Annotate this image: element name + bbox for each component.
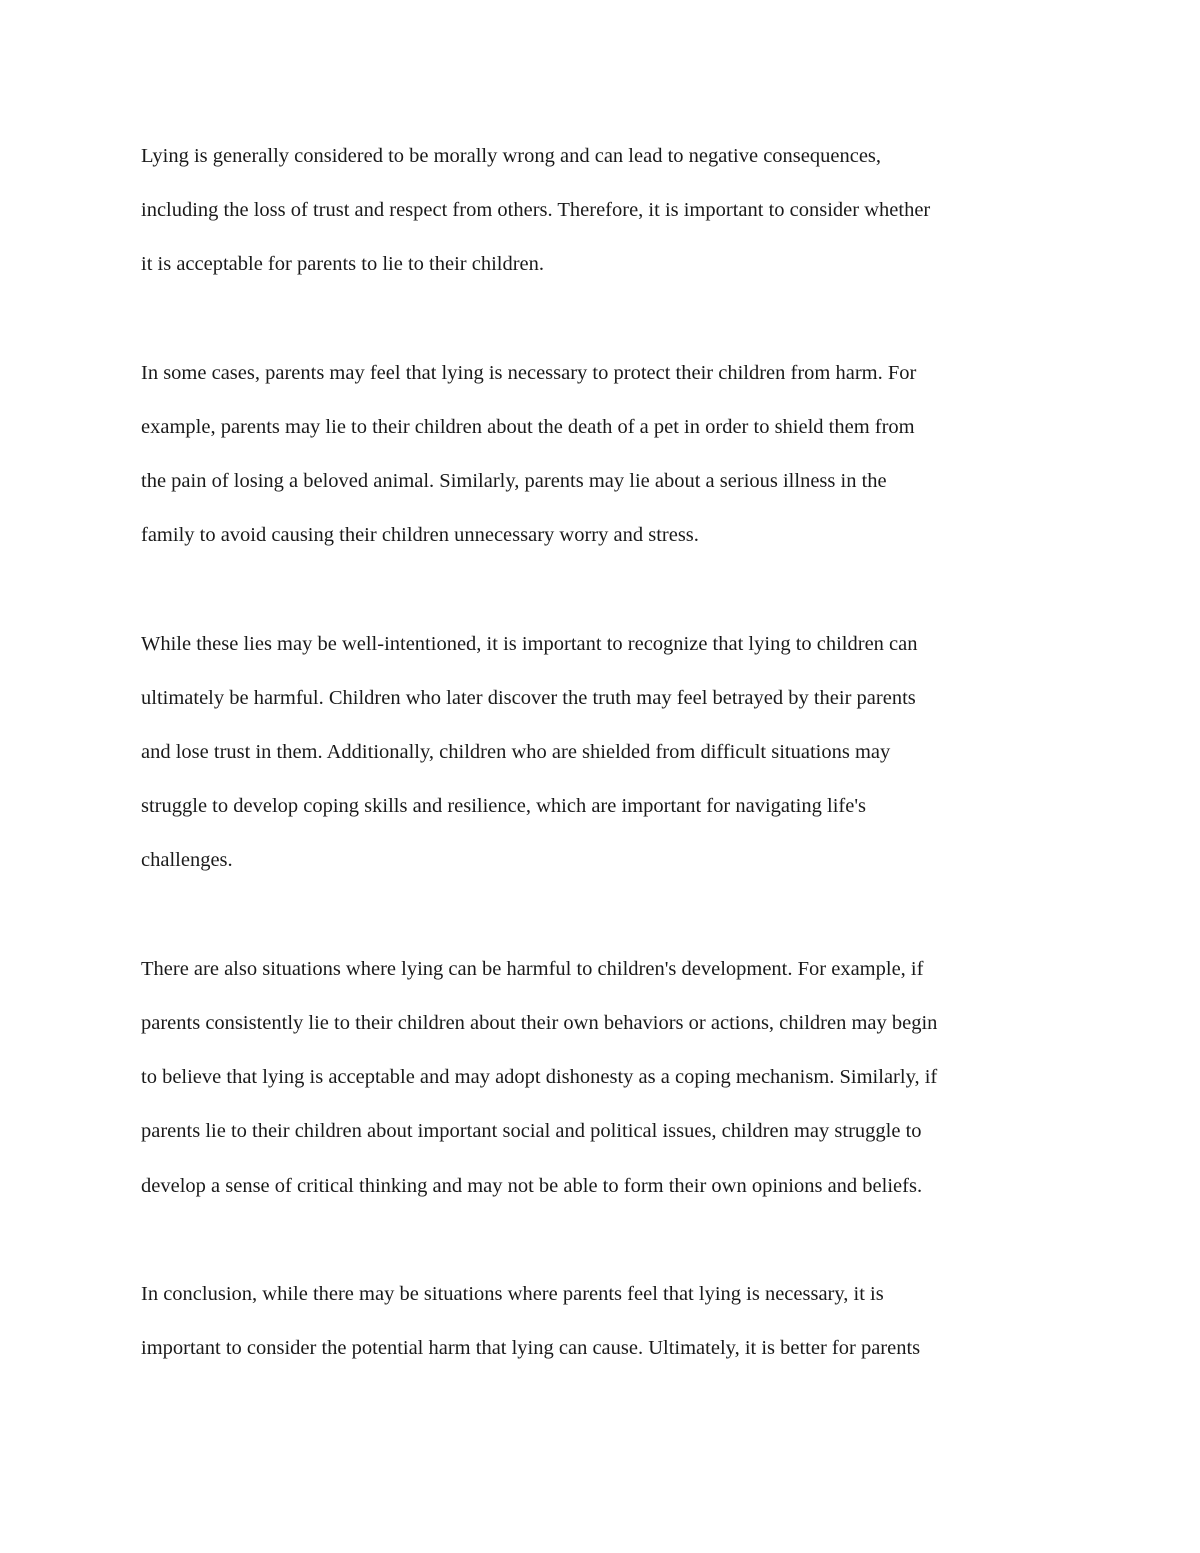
paragraph-5 [141, 1272, 1071, 1380]
text-line: There are also situations where lying can be harmful to children's development. For example, if [141, 957, 924, 980]
text-line: it is acceptable for parents to lie to their children. [141, 253, 545, 276]
text-line: develop a sense of critical thinking and may not be able to form their own opinions and beliefs. [141, 1174, 923, 1197]
paragraph-4 [141, 947, 1071, 1218]
text-line: the pain of losing a beloved animal. Similarly, parents may lie about a serious illness in the [141, 470, 887, 493]
text-line: example, parents may lie to their children about the death of a pet in order to shield them from [141, 415, 915, 438]
paragraph-1 [141, 134, 1071, 297]
text-line: including the loss of trust and respect from others. Therefore, it is important to consider whether [141, 199, 931, 222]
paragraph-spacer [141, 297, 1071, 351]
text-line: parents consistently lie to their children about their own behaviors or actions, children may begin [141, 1012, 938, 1034]
text-line: While these lies may be well-intentioned, it is important to recognize that lying to children can [141, 632, 918, 655]
text-line: and lose trust in them. Additionally, children who are shielded from difficult situations may [141, 741, 891, 764]
text-line: ultimately be harmful. Children who later discover the truth may feel betrayed by their parents [141, 686, 916, 709]
text-line: In some cases, parents may feel that lying is necessary to protect their children from harm. For [141, 361, 917, 384]
paragraph-spacer [141, 568, 1071, 622]
text-line: struggle to develop coping skills and resilience, which are important for navigating life's [141, 795, 866, 818]
text-line: parents lie to their children about important social and political issues, children may struggle to [141, 1120, 922, 1143]
paragraph-2 [141, 351, 1071, 568]
text-line: to believe that lying is acceptable and may adopt dishonesty as a coping mechanism. Similarly, if [141, 1066, 938, 1089]
text-line: important to consider the potential harm that lying can cause. Ultimately, it is better for parents [141, 1337, 921, 1360]
document-body [141, 134, 1071, 1380]
paragraph-3 [141, 622, 1071, 893]
text-line: family to avoid causing their children unnecessary worry and stress. [141, 524, 699, 547]
text-line: challenges. [141, 849, 233, 872]
text-line: In conclusion, while there may be situations where parents feel that lying is necessary, it is [141, 1282, 884, 1305]
paragraph-spacer [141, 1218, 1071, 1272]
text-line: Lying is generally considered to be morally wrong and can lead to negative consequences, [141, 145, 882, 167]
paragraph-spacer [141, 893, 1071, 947]
